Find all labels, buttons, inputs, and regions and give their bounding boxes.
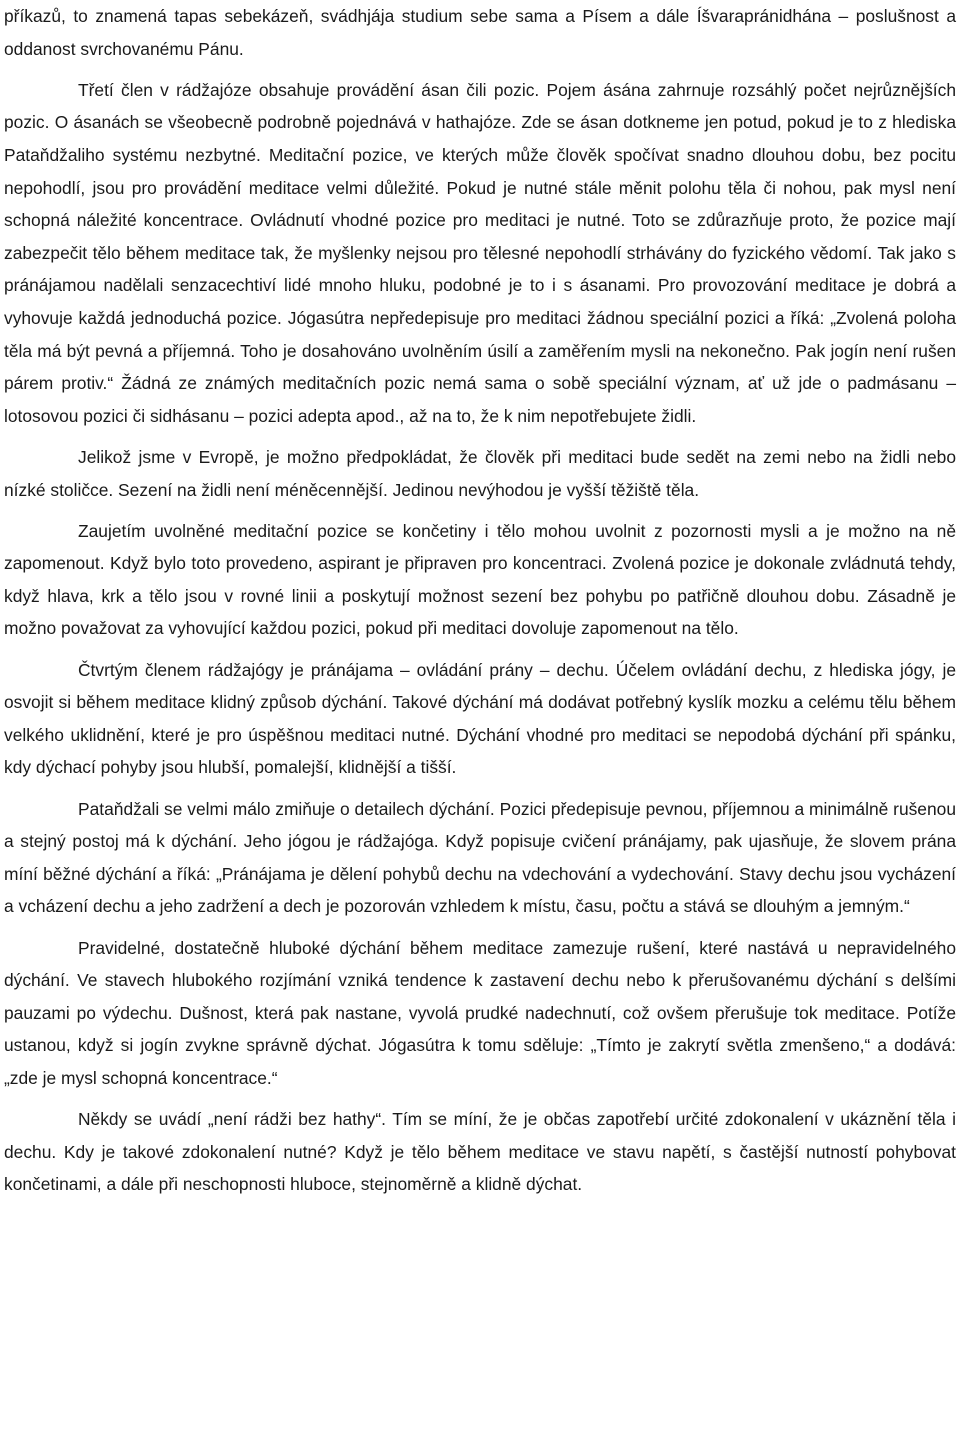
paragraph-regular-breathing: Pravidelné, dostatečně hluboké dýchání během meditace zamezuje rušení, které nastává u nepravidelného dýchání. Ve stavech hlubokého rozjímání vzniká tendence k zastavení dechu nebo k přerušovanému dýchání s delšími pauzami po výdechu. Dušnost, která pak nastane, vyvolá prudké nadechnutí, což ovšem přerušuje tok meditace. Potíže ustanou, když si jogín zvykne správně dýchat. Jógasútra k tomu sděluje: „Tímto je zakrytí světla zmenšeno,“ a dodává: „zde je mysl schopná koncentrace.“ [4,937,956,1088]
paragraph-asana: Třetí člen v rádžajóze obsahuje provádění ásan čili pozic. Pojem ásána zahrnuje rozsáhlý počet nejrůznějších pozic. O ásanách se všeobecně podrobně pojednává v hathajóze. Zde se ásan dotkneme jen potud, pokud je to z hlediska Pataňdžaliho systému nezbytné. Meditační pozice, ve kterých může člověk spočívat snadno dlouhou dobu, bez pocitu nepohodlí, jsou pro provádění meditace velmi důležité. Pokud je nutné stále měnit polohu těla či nohou, pak mysl není schopná náležité koncentrace. Ovládnutí vhodné pozice pro meditaci je nutné. Toto se zdůrazňuje proto, že pozice mají zabezpečit tělo během meditace tak, že myšlenky nejsou pro tělesné nepohodlí strhávány do fyzického vědomí. Tak jako s pránájamou nadělali senzacechtiví lidé mnoho hluku, podobné je to i s ásanami. Pro provozování meditace je dobrá a vyhovuje každá jednoduchá pozice. Jógasútra nepředepisuje pro meditaci žádnou speciální pozici a říká: „Zvolená poloha těla má být pevná a příjemná. Toho je dosahováno uvolněním úsilí a zaměřením mysli na nekonečno. Pak jogín není rušen párem protiv.“ Žádná ze známých meditačních pozic nemá sama o sobě speciální význam, ať už jde o padmásanu – lotosovou pozici či sidhásanu – pozici adepta apod., až na to, že k nim nepotřebujete židli. [4,79,956,426]
paragraph-pranayama: Čtvrtým členem rádžajógy je pránájama – ovládání prány – dechu. Účelem ovládání dechu, z hlediska jógy, je osvojit si během meditace klidný způsob dýchání. Takové dýchání má dodávat potřebný kyslík mozku a celému tělu během velkého uklidnění, které je pro úspěšnou meditaci nutné. Dýchání vhodné pro meditaci se nepodobá dýchání při spánku, kdy dýchací pohyby jsou hlubší, pomalejší, klidnější a tišší. [4,659,956,778]
paragraph-continuation: příkazů, to znamená tapas sebekázeň, svádhjája studium sebe sama a Písem a dále Íšvarapránidhána – poslušnost a oddanost svrchovanému Pánu. [4,6,956,59]
paragraph-relaxed-pose: Zaujetím uvolněné meditační pozice se končetiny i tělo mohou uvolnit z pozornosti mysli a je možno na ně zapomenout. Když bylo toto provedeno, aspirant je připraven pro koncentraci. Zvolená pozice je dokonale zvládnutá tehdy, když hlava, krk a tělo jsou v rovné linii a poskytují možnost sezení bez pohybu po patřičně dlouhou dobu. Zásadně je možno považovat za vyhovující každou pozici, pokud při meditaci dovoluje zapomenout na tělo. [4,520,956,639]
document-page [4,0,956,1201]
paragraph-patanjali: Pataňdžali se velmi málo zmiňuje o detailech dýchání. Pozici předepisuje pevnou, příjemnou a minimálně rušenou a stejný postoj má k dýchání. Jeho jógou je rádžajóga. Když popisuje cvičení pránájamy, pak ujasňuje, že slovem prána míní běžné dýchání a říká: „Pránájama je dělení pohybů dechu na vdechování a vydechování. Stavy dechu jsou vycházení a vcházení dechu a jeho zadržení a dech je pozorován vzhledem k místu, času, počtu a stává se dlouhým a jemným.“ [4,798,956,917]
paragraph-europe: Jelikož jsme v Evropě, je možno předpokládat, že člověk při meditaci bude sedět na zemi nebo na židli nebo nízké stoličce. Sezení na židli není méněcennější. Jedinou nevýhodou je vyšší těžiště těla. [4,446,956,500]
paragraph-rajahatha: Někdy se uvádí „není rádži bez hathy“. Tím se míní, že je občas zapotřebí určité zdokonalení v ukáznění těla i dechu. Kdy je takové zdokonalení nutné? Když je tělo během meditace ve stavu napětí, s častější nutností pohybovat končetinami, a dále při neschopnosti hluboce, stejnoměrně a klidně dýchat. [4,1109,956,1195]
